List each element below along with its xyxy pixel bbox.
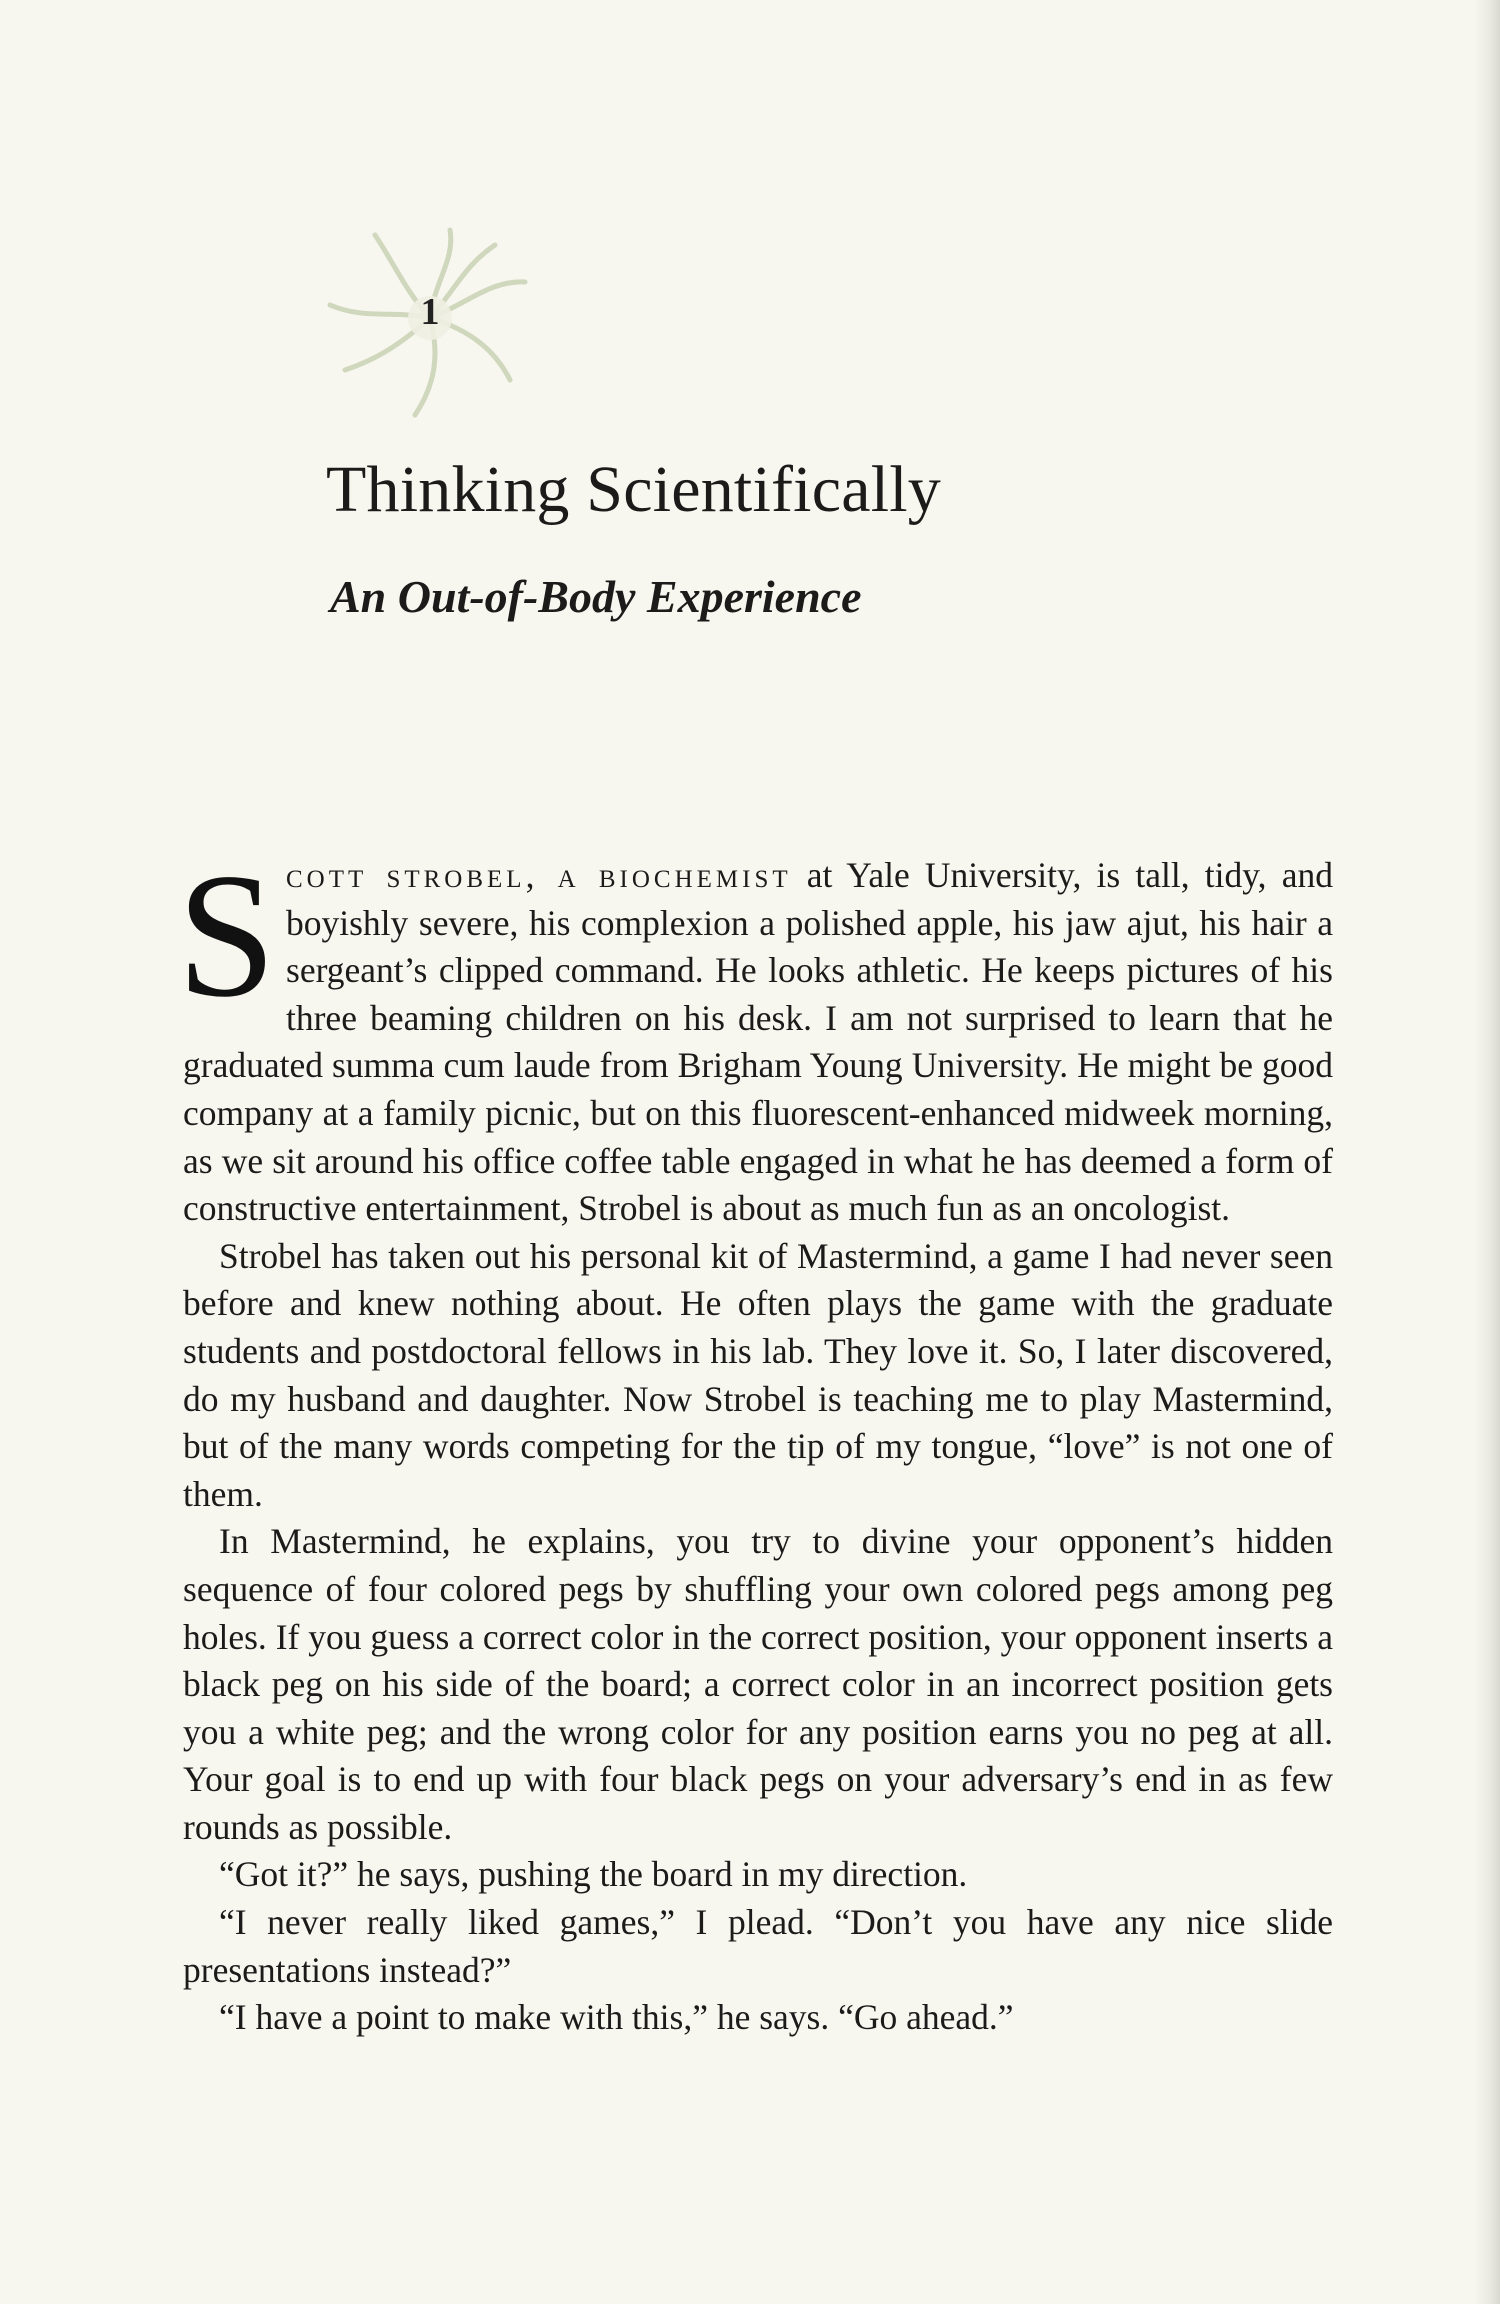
drop-cap: S [177,836,276,1034]
paragraph-4: “Got it?” he says, pushing the board in my direction. [219,1854,968,1895]
page-edge-shadow [1474,0,1500,2304]
paragraph-6: “I have a point to make with this,” he says. “Go ahead.” [219,1997,1014,2038]
lead-in-small-caps: cott strobel, a biochemist [286,855,792,895]
paragraph-2: Strobel has taken out his personal kit of Mastermind, a game I had never seen before and knew nothing about. He often plays the game with the graduate students and postdoctoral fellows in his lab. They love it. So, I later discovered, do my husband and daughter. Now Strobel is teaching me to play Mastermind, but of the many words competing for the tip of my tongue, “love” is not one of them. [183,1235,1333,1514]
paragraph-1 [177,836,1333,1233]
chapter-number: 1 [420,291,440,333]
chapter-subtitle: An Out-of-Body Experience [330,571,862,622]
chapter-body [177,836,1333,2042]
paragraph-1-text: at Yale University, is tall, tidy, and boyishly severe, his complexion a polished apple, his jaw ajut, his hair a sergeant’s clipped command. He looks athletic. He keeps pictures of his three beaming children on his desk. I am not surprised to learn that he graduated summa cum laude from Brigham Young University. He might be good company at a family picnic, but on this fluorescent-enhanced midweek morning, as we sit around his office coffee table engaged in what he has deemed a form of constructive entertainment, Strobel is about as much fun as an oncologist. [183,855,1333,1229]
paragraph-5: “I never really liked games,” I plead. “Don’t you have any nice slide presentations instead?” [183,1902,1333,1990]
paragraph-3: In Mastermind, he explains, you try to divine your opponent’s hidden sequence of four colored pegs by shuffling your own colored pegs among peg holes. If you guess a correct color in the correct position, your opponent inserts a black peg on his side of the board; a correct color in an incorrect position gets you a white peg; and the wrong color for any position earns you no peg at all. Your goal is to end up with four black pegs on your adversary’s end in as few rounds as possible. [183,1521,1333,1847]
chapter-title: Thinking Scientifically [326,453,941,526]
